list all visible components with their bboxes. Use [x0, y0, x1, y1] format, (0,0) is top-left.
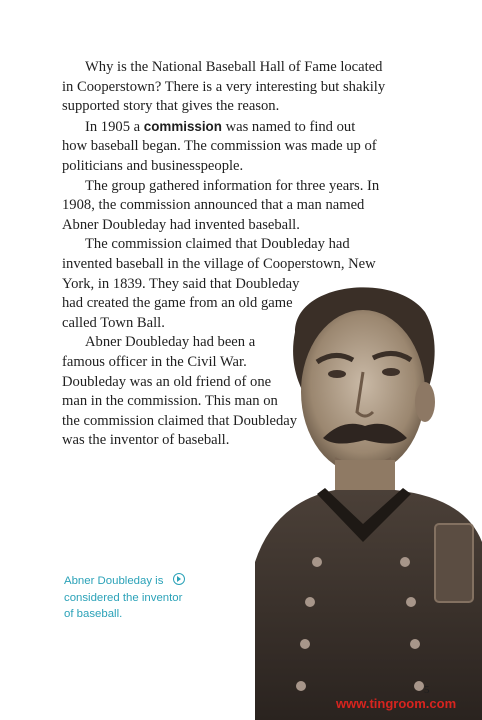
- text-line: The commission claimed that Doubleday had: [85, 236, 350, 253]
- text-line: invented baseball in the village of Cooperstown, New: [62, 255, 376, 272]
- text-line: The group gathered information for three years. In: [85, 177, 380, 194]
- text-line: was the inventor of baseball.: [62, 432, 230, 449]
- text-line: supported story that gives the reason.: [62, 98, 280, 115]
- text-line: Abner Doubleday had invented baseball.: [62, 216, 300, 233]
- text-line: how baseball began. The commission was made up of: [62, 138, 377, 155]
- caption-line: of baseball.: [64, 608, 123, 620]
- caption-line: considered the inventor: [64, 591, 183, 604]
- text-line: called Town Ball.: [62, 314, 165, 331]
- caption-line: [64, 573, 229, 590]
- text-line: Doubleday was an old friend of one: [62, 373, 272, 390]
- body-text: [62, 58, 462, 451]
- circle-arrow-icon: [173, 573, 185, 585]
- text-line: [62, 117, 462, 138]
- text-fragment: In 1905 a: [85, 118, 141, 135]
- text-line: 1908, the commission announced that a man named: [62, 197, 365, 214]
- text-line: man in the commission. This man on: [62, 393, 278, 410]
- text-fragment: was named to find out: [225, 118, 356, 135]
- text-line: politicians and businesspeople.: [62, 157, 244, 174]
- text-line: the commission claimed that Doubleday: [62, 412, 298, 429]
- text-line: in Cooperstown? There is a very interesting but shakily: [62, 78, 386, 95]
- text-line: had created the game from an old game: [62, 295, 293, 312]
- caption-text: Abner Doubleday is: [64, 575, 164, 587]
- text-line: Why is the National Baseball Hall of Fame located: [85, 59, 383, 75]
- watermark: www.tingroom.com: [336, 696, 457, 711]
- vocabulary-term-commission: commission: [143, 118, 222, 134]
- text-line: famous officer in the Civil War.: [62, 353, 247, 370]
- image-caption: [64, 573, 229, 623]
- page-number: 5: [424, 684, 430, 696]
- text-line: Abner Doubleday had been a: [85, 334, 256, 351]
- text-line: York, in 1839. They said that Doubleday: [62, 275, 300, 292]
